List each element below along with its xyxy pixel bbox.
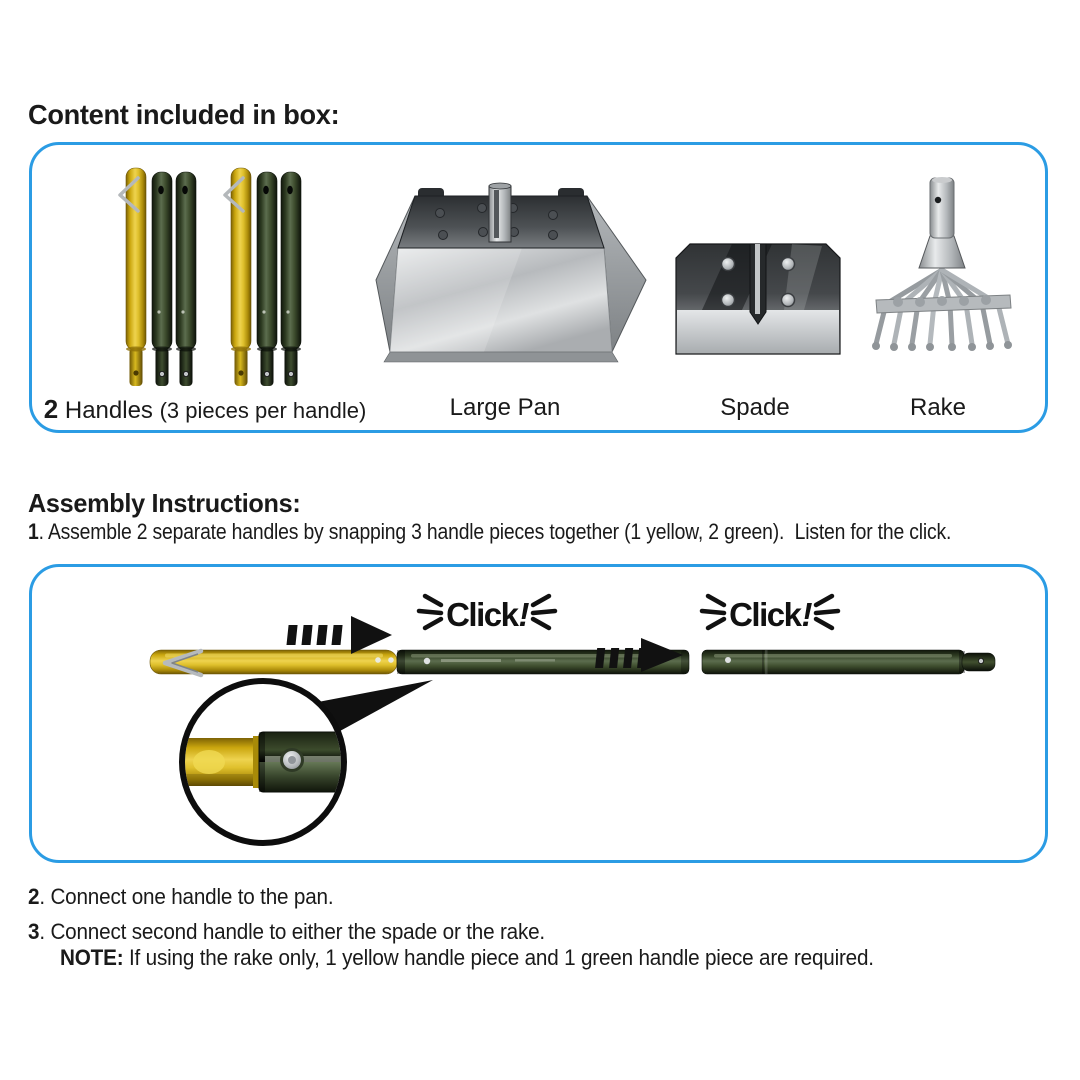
handle-set-1: [120, 168, 196, 386]
rake-label: Rake: [909, 394, 967, 421]
push-arrow-icon: [286, 616, 392, 654]
handles-name: Handles: [64, 397, 153, 424]
detent-button: [725, 657, 731, 663]
assembled-handle: [150, 650, 689, 675]
detent-button: [424, 658, 430, 664]
pan-front-lip: [384, 352, 618, 362]
large-pan-label: Large Pan: [449, 394, 561, 421]
handles-detail: (3 pieces per handle): [159, 398, 367, 423]
spade-label: Spade: [720, 394, 790, 421]
pan-handle-socket: [489, 183, 511, 242]
assembly-step-3: 3. Connect second handle to either the spade or the rake.: [28, 919, 545, 944]
assembly-title: Assembly Instructions:: [28, 488, 301, 518]
handle-set-2: [225, 168, 301, 386]
handles-qty: 2: [43, 394, 59, 424]
yellow-handle-piece: [231, 168, 251, 350]
note-label: NOTE:: [60, 945, 124, 970]
assembly-step-1: 1. Assemble 2 separate handles by snapping 3 handle pieces together (1 yellow, 2 green). Listen for the click.: [28, 519, 952, 544]
handles-label: [44, 394, 367, 425]
green-handle-piece: [281, 172, 301, 386]
click-burst: [702, 596, 838, 633]
assembly-diagram: [29, 564, 1052, 862]
green-handle-piece: [257, 172, 277, 386]
spade-illustration: [672, 240, 844, 358]
rake-socket: [919, 177, 965, 268]
assembly-note: NOTE: If using the rake only, 1 yellow handle piece and 1 green handle piece are required.: [60, 945, 874, 970]
click-label: Click!: [446, 596, 528, 633]
yellow-handle-piece: [126, 168, 146, 350]
green-handle-piece-2: [702, 650, 995, 674]
green-handle-piece: [152, 172, 172, 386]
large-pan-illustration: [372, 176, 650, 364]
green-handle-piece: [176, 172, 196, 386]
rake-illustration: [868, 176, 1018, 372]
click-burst: [419, 596, 555, 633]
content-box-title: Content included in box:: [28, 99, 340, 130]
handle-pieces-illustration: [112, 162, 312, 392]
assembly-step-2: 2. Connect one handle to the pan.: [28, 884, 334, 909]
click-label: Click!: [729, 596, 811, 633]
